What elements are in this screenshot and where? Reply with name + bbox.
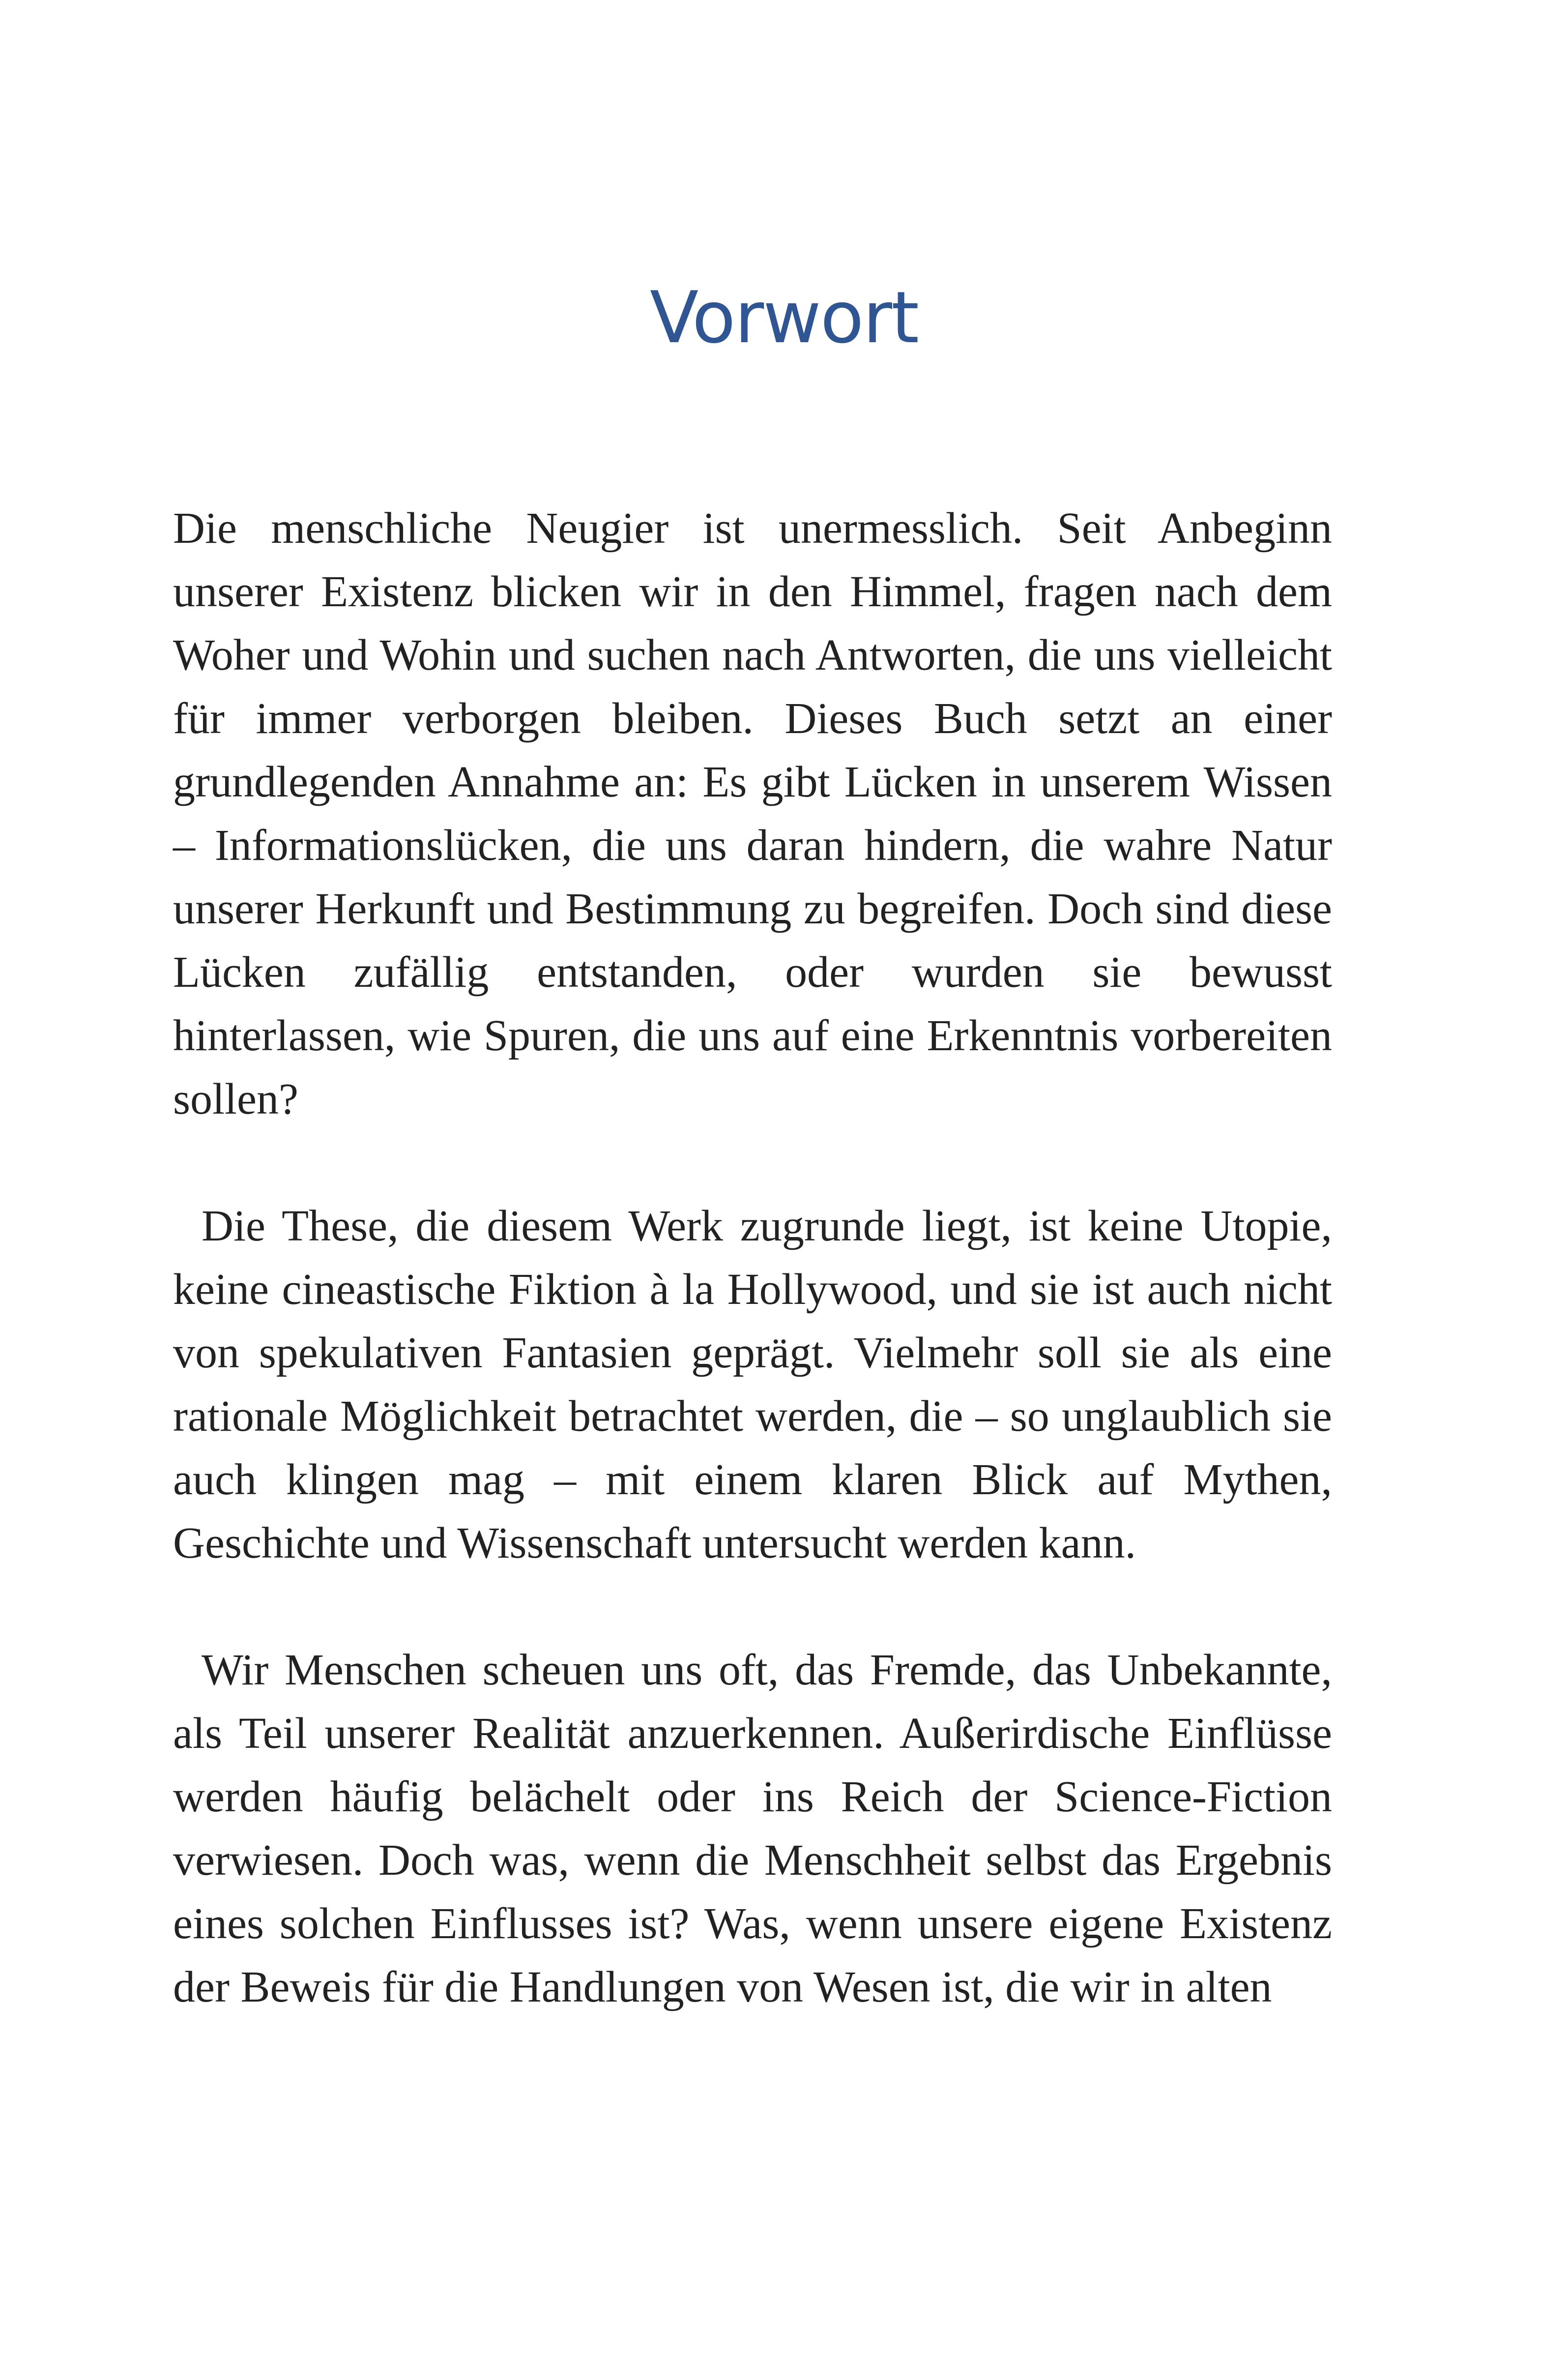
chapter-heading: Vorwort [649, 276, 919, 359]
paragraph-3: Wir Menschen scheuen uns oft, das Fremde, das Unbekannte, als Teil unserer Realität anzuerkennen. Außerirdische Einflüsse werden häufig belächelt oder ins Reich der Science-Fiction verwiesen. Doch was, wenn die Menschheit selbst das Ergebnis eines solchen Einflusses ist? Was, wenn unsere eigene Existenz der Beweis für die Handlungen von Wesen ist, die wir in alten [173, 1646, 1332, 2011]
paragraph-2: Die These, die diesem Werk zugrunde liegt, ist keine Utopie, keine cineastische Fiktion à la Hollywood, und sie ist auch nicht von spekulativen Fantasien geprägt. Vielmehr soll sie als eine rationale Möglichkeit betrachtet werden, die – so unglaublich sie auch klingen mag – mit einem klaren Blick auf Mythen, Geschichte und Wissenschaft untersucht werden kann. [173, 1202, 1332, 1567]
paragraph-1: Die menschliche Neugier ist unermesslich. Seit Anbeginn unserer Existenz blicken wir in den Himmel, fragen nach dem Woher und Wohin und suchen nach Antworten, die uns vielleicht für immer verborgen bleiben. Dieses Buch setzt an einer grundlegenden Annahme an: Es gibt Lücken in unserem Wissen – Informationslücken, die uns daran hindern, die wahre Natur unserer Herkunft und Bestimmung zu begreifen. Doch sind diese Lücken zufällig entstanden, oder wurden sie bewusst hinterlassen, wie Spuren, die uns auf eine Erkenntnis vorbereiten sollen? [173, 504, 1332, 1123]
body-text [173, 497, 1332, 2019]
